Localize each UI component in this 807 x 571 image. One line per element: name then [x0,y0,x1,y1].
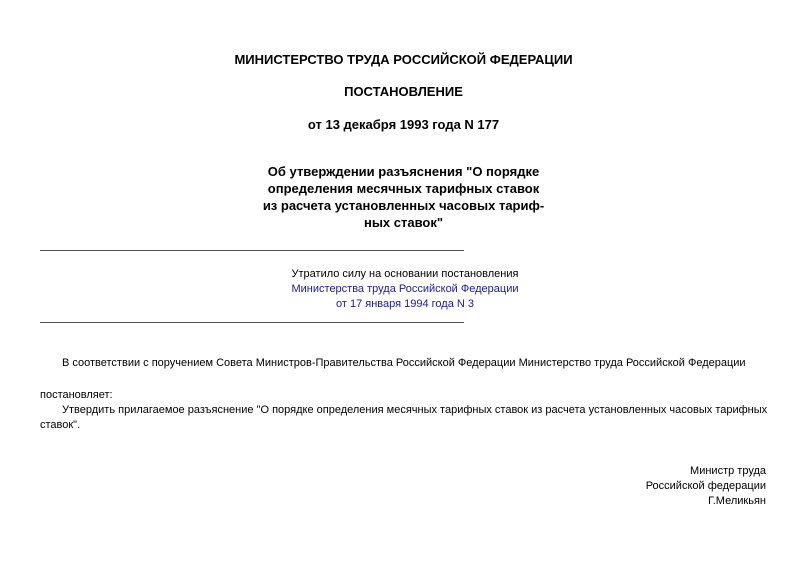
doc-date-number: от 13 декабря 1993 года N 177 [307,117,500,132]
divider-top [40,250,464,251]
signature-name: Г.Меликьян [708,495,766,507]
ministry-heading: МИНИСТЕРСТВО ТРУДА РОССИЙСКОЙ ФЕДЕРАЦИИ [234,52,573,67]
doc-type-heading: ПОСТАНОВЛЕНИЕ [344,84,463,99]
lapse-link-date[interactable]: от 17 января 1994 года N 3 [335,298,475,310]
resolves-text: постановляет: [40,389,113,401]
title-line: Об утверждении разъяснения "О порядке [267,164,540,179]
title-line: ных ставок" [363,215,444,230]
signature-organization: Российской федерации [645,480,766,492]
divider-bottom [40,322,464,323]
lapse-intro: Утратило силу на основании постановления [291,268,519,280]
clause-line-2: ставок". [40,419,81,431]
signature-position: Министр труда [690,465,766,477]
preamble-paragraph: В соответствии с поручением Совета Министров-Правительства Российской Федерации Министерство труда Российской Федерации [62,357,746,369]
document-title [200,163,607,231]
signature-block [646,464,766,509]
title-line: из расчета установленных часовых тариф- [262,198,545,213]
title-line: определения месячных тарифных ставок [267,181,540,196]
clause-line-1: Утвердить прилагаемое разъяснение "О порядке определения месячных тарифных ставок из расчета установленных часовых тарифных [62,404,768,416]
lapse-notice [240,267,570,312]
lapse-link-ministry[interactable]: Министерства труда Российской Федерации [291,283,519,295]
